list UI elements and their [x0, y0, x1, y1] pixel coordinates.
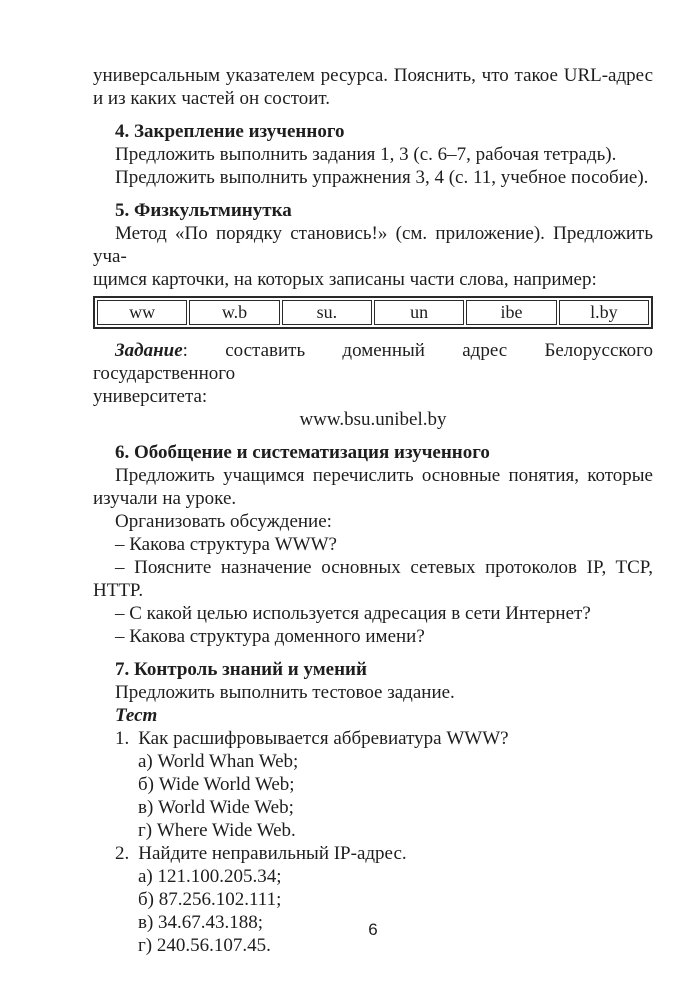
word-card-cell: ww [97, 300, 187, 325]
task-label: Задание [115, 340, 183, 361]
test-question-1-option-b: б) Wide World Web; [138, 774, 295, 795]
test-question-2-text: Найдите неправильный IP-адрес. [138, 843, 407, 864]
test-question-1-number: 1. [115, 728, 130, 749]
task-paragraph [93, 339, 653, 408]
section-4-line-2: Предложить выполнить упражнения 3, 4 (с. 11, учебное пособие). [115, 167, 649, 188]
word-card-cell: w.b [189, 300, 279, 325]
page-number: 6 [368, 920, 378, 939]
test-question-2-option-v: в) 34.67.43.188; [138, 912, 264, 933]
test-question-1 [93, 727, 653, 750]
word-card-cell: su. [282, 300, 372, 325]
section-4-line-1: Предложить выполнить задания 1, 3 (с. 6–7, рабочая тетрадь). [115, 144, 617, 165]
section-7-heading: 7. Контроль знаний и умений [115, 659, 367, 680]
word-card-cell: ibe [466, 300, 556, 325]
test-question-2-option-g: г) 240.56.107.45. [138, 935, 271, 956]
section-6-paragraph: Предложить учащимся перечислить основные понятия, которые изучали на уроке. [93, 465, 653, 509]
discussion-intro: Организовать обсуждение: [115, 511, 332, 532]
test-question-2-option-b: б) 87.256.102.111; [138, 889, 282, 910]
section-7-line-1: Предложить выполнить тестовое задание. [115, 682, 455, 703]
task-line-2: университета: [93, 386, 208, 407]
page-content [93, 64, 653, 957]
section-6-heading: 6. Обобщение и систематизация изученного [115, 442, 490, 463]
discussion-question-2: – Поясните назначение основных сетевых протоколов IP, TCP, HTTP. [93, 557, 653, 601]
task-text: : составить доменный адрес Белорусского государственного [93, 340, 653, 384]
task-line-1 [93, 339, 653, 385]
test-question-2 [93, 842, 653, 865]
test-label: Тест [115, 705, 158, 726]
discussion-question-1: – Какова структура WWW? [115, 534, 337, 555]
word-card-cell: l.by [559, 300, 649, 325]
test-question-1-text: Как расшифровывается аббревиатура WWW? [138, 728, 509, 749]
test-question-1-option-v: в) World Wide Web; [138, 797, 294, 818]
test-question-2-number: 2. [115, 843, 130, 864]
section-5-paragraph: Метод «По порядку становись!» (см. приложение). Предложить уча- щимся карточки, на которых записаны части слова, например: [93, 223, 653, 290]
test-question-1-option-g: г) Where Wide Web. [138, 820, 296, 841]
section-5-heading: 5. Физкультминутка [115, 200, 292, 221]
task-answer-url: www.bsu.unibel.by [299, 409, 447, 430]
test-question-2-option-a: а) 121.100.205.34; [138, 866, 282, 887]
word-cards-table [93, 296, 653, 329]
word-cards-row [97, 300, 649, 325]
discussion-question-3: – С какой целью используется адресация в сети Интернет? [115, 603, 591, 624]
test-question-1-option-a: а) World Whan Web; [138, 751, 299, 772]
section-4-heading: 4. Закрепление изученного [115, 121, 345, 142]
intro-paragraph: универсальным указателем ресурса. Пояснить, что такое URL-адрес и из каких частей он состоит. [93, 65, 653, 109]
word-card-cell: un [374, 300, 464, 325]
discussion-question-4: – Какова структура доменного имени? [115, 626, 425, 647]
